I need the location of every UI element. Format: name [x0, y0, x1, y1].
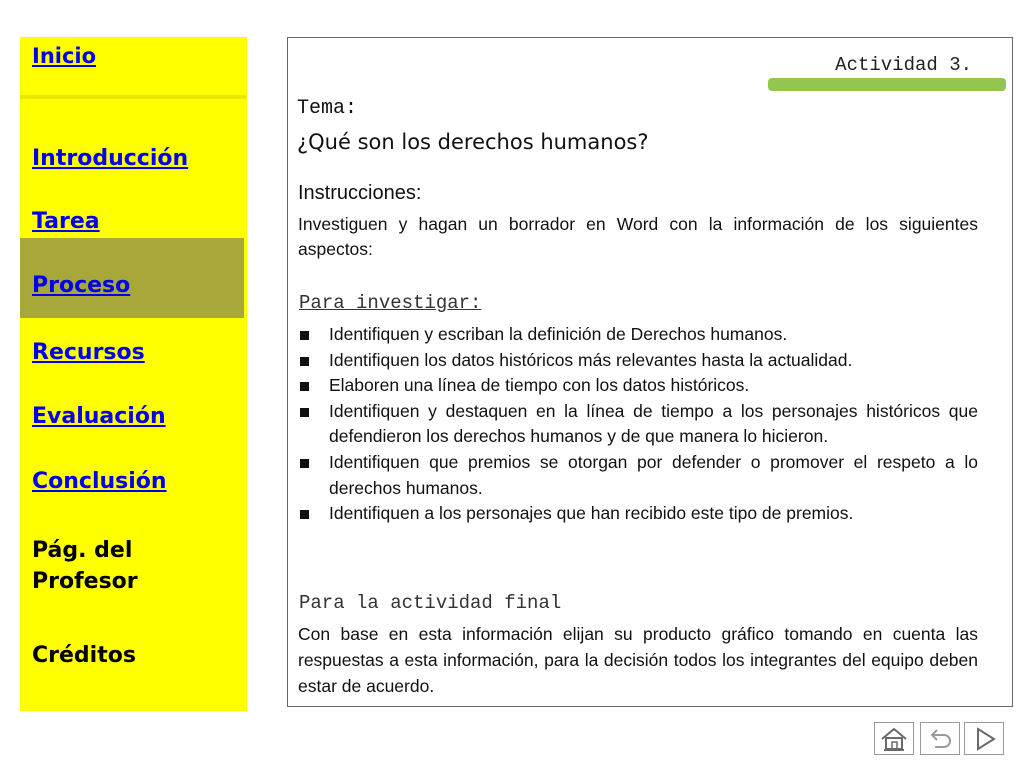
next-button[interactable]	[964, 722, 1004, 755]
list-item-text: Identifiquen que premios se otorgan por defender o promover el respeto a lo derechos humanos.	[329, 451, 978, 498]
bullet-square-icon	[300, 357, 309, 366]
list-item-text: Identifiquen los datos históricos más relevantes hasta la actualidad.	[329, 349, 853, 370]
final-activity-heading: Para la actividad final	[299, 592, 562, 614]
home-icon	[879, 726, 909, 752]
nav-link-conclusion[interactable]: Conclusión	[32, 469, 167, 494]
nav-link-evaluacion[interactable]: Evaluación	[32, 404, 166, 429]
bullet-square-icon	[300, 382, 309, 391]
bullet-square-icon	[300, 331, 309, 340]
bullet-square-icon	[300, 459, 309, 468]
investigate-list	[298, 322, 978, 527]
list-item	[298, 348, 978, 374]
topic-title: ¿Qué son los derechos humanos?	[297, 130, 649, 154]
accent-bar	[768, 78, 1006, 91]
list-item	[298, 322, 978, 348]
activity-label: Actividad 3.	[835, 54, 972, 76]
topic-label: Tema:	[297, 97, 358, 120]
nav-text-creditos: Créditos	[32, 643, 136, 668]
return-icon	[925, 726, 955, 752]
list-item-text: Identifiquen y destaquen en la línea de tiempo a los personajes históricos que defendieron los derechos humanos y de que manera lo hicieron.	[329, 400, 978, 447]
sidebar-divider	[20, 95, 246, 99]
return-button[interactable]	[920, 722, 960, 755]
sidebar	[20, 37, 247, 711]
nav-link-recursos[interactable]: Recursos	[32, 340, 145, 365]
instructions-text: Investiguen y hagan un borrador en Word con la información de los siguientes aspectos:	[298, 214, 978, 259]
list-item	[298, 450, 978, 501]
bullet-square-icon	[300, 408, 309, 417]
list-item	[298, 373, 978, 399]
list-item-text: Identifiquen y escriban la definición de Derechos humanos.	[329, 324, 788, 344]
list-item	[298, 399, 978, 450]
nav-link-inicio[interactable]: Inicio	[32, 44, 97, 68]
instructions-heading: Instrucciones:	[298, 182, 422, 204]
nav-text-pag-del: Pág. del	[32, 538, 133, 563]
nav-link-introduccion[interactable]: Introducción	[32, 146, 189, 171]
list-item-text: Identifiquen a los personajes que han recibido este tipo de premios.	[329, 503, 854, 524]
nav-link-tarea[interactable]: Tarea	[32, 209, 100, 234]
list-item	[298, 501, 978, 527]
final-activity-text: Con base en esta información elijan su producto gráfico tomando en cuenta las respuestas a esta información, para la decisión todos los integrantes del equipo deben estar de acuerdo.	[298, 624, 978, 696]
play-icon	[969, 726, 999, 752]
home-button[interactable]	[874, 722, 914, 755]
nav-link-proceso[interactable]: Proceso	[32, 273, 131, 298]
nav-text-profesor: Profesor	[32, 569, 138, 594]
list-item-text: Elaboren una línea de tiempo con los datos históricos.	[329, 375, 750, 396]
investigate-heading: Para investigar:	[299, 292, 482, 314]
bullet-square-icon	[300, 510, 309, 519]
